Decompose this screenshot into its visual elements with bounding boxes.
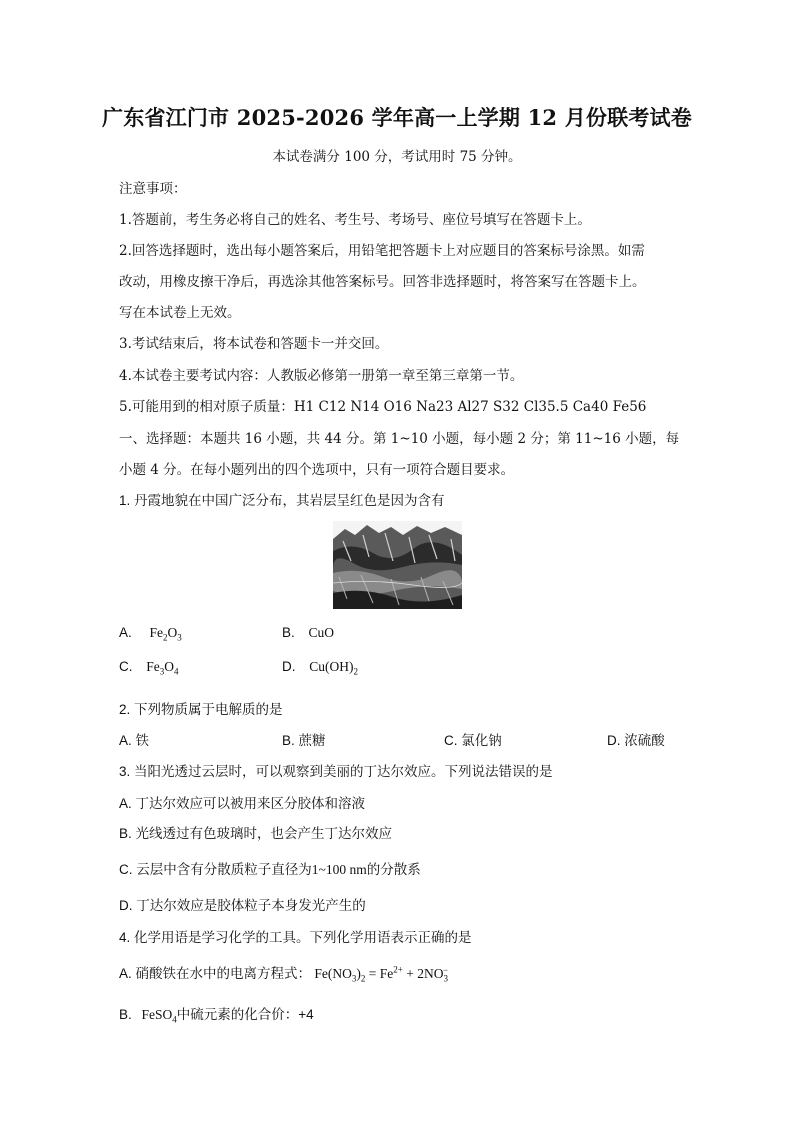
question-4-stem: 4. 化学用语是学习化学的工具。下列化学用语表示正确的是 xyxy=(119,930,472,945)
q4-option-a[interactable]: A. 硝酸铁在水中的电离方程式： $Fe(NO_3)_2 = Fe^{2+} + 2NO_3^-$ xyxy=(119,964,449,984)
section-instruction-2: 小题 4 分。在每小题列出的四个选项中，只有一项符合题目要求。 xyxy=(119,462,515,478)
exam-subtitle: 本试卷满分 100 分，考试用时 75 分钟。 xyxy=(272,149,522,165)
note-line-7: 5.可能用到的相对原子质量：H1 C12 N14 O16 Na23 Al27 S32 Cl35.5 Ca40 Fe56 xyxy=(119,399,647,415)
note-line-4: 写在本试卷上无效。 xyxy=(119,305,241,321)
question-2-stem: 2. 下列物质属于电解质的是 xyxy=(119,702,283,717)
q3-option-d[interactable]: D. 丁达尔效应是胶体粒子本身发光产生的 xyxy=(119,898,366,913)
q3-option-b[interactable]: B. 光线透过有色玻璃时，也会产生丁达尔效应 xyxy=(119,826,393,841)
notes-heading: 注意事项： xyxy=(119,181,187,197)
note-line-3: 改动，用橡皮擦干净后，再选涂其他答案标号。回答非选择题时，将答案写在答题卡上。 xyxy=(119,274,646,290)
q2-option-b[interactable]: B. 蔗糖 xyxy=(282,733,326,748)
q3-option-a[interactable]: A. 丁达尔效应可以被用来区分胶体和溶液 xyxy=(119,796,366,811)
q1-option-c[interactable]: C. $Fe_3O_4$ xyxy=(119,659,179,677)
note-line-5: 3.考试结束后，将本试卷和答题卡一并交回。 xyxy=(119,336,389,352)
section-instruction-1: 一、选择题：本题共 16 小题，共 44 分。第 1~10 小题，每小题 2 分；第 11~16 小题，每 xyxy=(119,431,680,447)
q2-option-c[interactable]: C. 氯化钠 xyxy=(444,733,502,748)
exam-title: 广东省江门市 2025-2026 学年高一上学期 12 月份联考试卷 xyxy=(102,105,692,130)
note-line-6: 4.本试卷主要考试内容：人教版必修第一册第一章至第三章第一节。 xyxy=(119,368,524,384)
q1-option-a[interactable]: A. $Fe_2O_3$ xyxy=(119,625,182,643)
note-line-2: 2.回答选择题时，选出每小题答案后，用铅笔把答题卡上对应题目的答案标号涂黑。如需 xyxy=(119,243,645,259)
q4-option-b[interactable]: B. FeSO$_4$中硫元素的化合价：+4 xyxy=(119,1007,314,1025)
note-line-1: 1.答题前，考生务必将自己的姓名、考生号、考场号、座位号填写在答题卡上。 xyxy=(119,212,591,228)
question-3-stem: 3. 当阳光透过云层时，可以观察到美丽的丁达尔效应。下列说法错误的是 xyxy=(119,764,553,779)
q2-option-a[interactable]: A. 铁 xyxy=(119,733,150,748)
danxia-landform-photo xyxy=(333,521,462,609)
question-1-stem: 1. 丹霞地貌在中国广泛分布，其岩层呈红色是因为含有 xyxy=(119,493,445,508)
q1-option-b[interactable]: B. CuO xyxy=(282,625,335,640)
q3-option-c[interactable]: C. 云层中含有分散质粒子直径为1~100 nm的分散系 xyxy=(119,862,421,877)
q2-option-d[interactable]: D. 浓硫酸 xyxy=(607,733,665,748)
q1-option-d[interactable]: D. $Cu(OH)_2$ xyxy=(282,659,359,677)
